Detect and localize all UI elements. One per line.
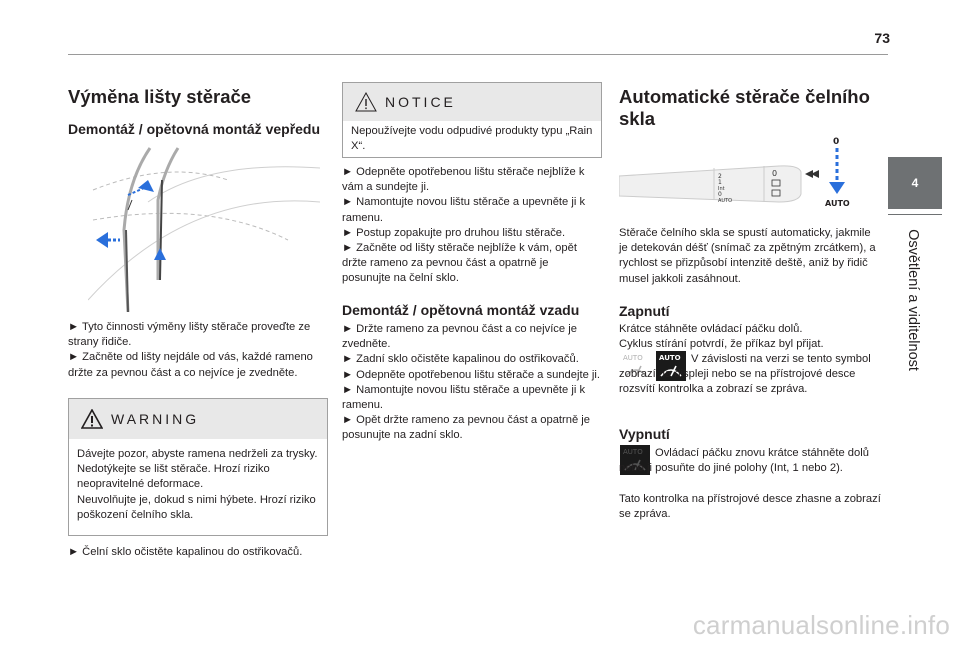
stalk-label-auto: AUTO (718, 198, 733, 204)
header-rule (68, 54, 888, 55)
warning-header (69, 399, 327, 439)
auto-intro: Stěrače čelního skla se spustí automaticky, jakmile je detekován déšť (snímač za zpětným zrcátkem), a rychlost se přizpůsobí intenzitě deště, aniž by řidič musel jakkoli zasáhnout. (619, 227, 876, 285)
front-step-5: ► Postup zopakujte pro druhou lištu stěrače. (342, 226, 566, 239)
diagram-label-auto: AUTO (825, 199, 850, 208)
wiper-stalk-diagram (619, 132, 859, 212)
warning-box (68, 398, 328, 536)
rear-step-1: ► Držte rameno za pevnou část a co nejvíce je zvedněte. (342, 323, 577, 351)
warning-line-3: Neuvolňujte je, dokud s nimi hýbete. Hrozí riziko poškození čelního skla. (77, 493, 316, 521)
notice-label: NOTICE (385, 94, 456, 110)
chapter-rule (888, 214, 942, 215)
rear-step-5: ► Opět držte rameno za pevnou část a opatrně je posunujte na zadní sklo. (342, 414, 591, 442)
auto-filled-text: AUTO (659, 354, 681, 362)
ring-label-0: 0 (772, 169, 778, 178)
section-title-line2: skla (619, 108, 656, 130)
subtitle-on: Zapnutí (619, 303, 670, 319)
rear-step-2: ► Zadní sklo očistěte kapalinou do ostřikovačů. (342, 353, 579, 366)
warning-line-1: Dávejte pozor, abyste ramena nedrželi za trysky. (77, 448, 318, 460)
front-steps (68, 320, 326, 381)
auto-off-text: AUTO (623, 448, 643, 456)
section-title-wiper-blade: Výměna lišty stěrače (68, 86, 252, 107)
front-step-3: ► Odepněte opotřebenou lištu stěrače nejblíže k vám a sundejte ji. (342, 166, 585, 194)
on-text-2: Cyklus stírání potvrdí, že příkaz byl přijat. (619, 338, 824, 350)
stalk-label-1: 1 (718, 179, 722, 186)
front-step-2: ► Začněte od lišty nejdále od vás, každé rameno držte za pevnou část a co nejvíce je zvedněte. (68, 351, 313, 379)
front-final-step: ► Čelní sklo očistěte kapalinou do ostřikovačů. (68, 546, 303, 558)
auto-outline-text: AUTO (623, 354, 643, 362)
warning-line-2: Nedotýkejte se lišt stěrače. Hrozí riziko neopravitelné deformace. (77, 463, 270, 491)
notice-text: Nepoužívejte vodu odpudivé produkty typu „Rain X“. (351, 125, 593, 153)
warning-label: WARNING (111, 411, 200, 427)
chapter-title (886, 222, 926, 392)
rear-step-4: ► Namontujte novou lištu stěrače a upevněte ji k ramenu. (342, 383, 586, 412)
warning-body (69, 439, 327, 531)
front-steps-continued (342, 165, 600, 287)
off-text-2: Tato kontrolka na přístrojové desce zhasne a zobrazí se zpráva. (619, 493, 881, 521)
section-title-auto-wipers (619, 86, 879, 130)
chapter-title-text: Osvětlení a viditelnost (905, 229, 921, 371)
diagram-label-0: 0 (833, 137, 840, 147)
warning-triangle-icon (81, 409, 103, 429)
on-text-3: V závislosti na verzi se tento symbol zobrazí na displeji nebo se na přístrojové desce rozsvítí kontrolka a zobrazí se zpráva. (619, 353, 871, 396)
subtitle-rear: Demontáž / opětovná montáž vzadu (342, 302, 580, 318)
on-text-1: Krátce stáhněte ovládací páčku dolů. (619, 323, 803, 335)
down-arrow-icon (829, 182, 845, 194)
section-title-line1: Automatické stěrače čelního (619, 86, 870, 107)
off-text-1: Ovládací páčku znovu krátce stáhněte dolů nebo ji posuňte do jiné polohy (Int, 1 nebo 2). (619, 447, 869, 475)
front-step-1: ► Tyto činnosti výměny lišty stěrače proveďte ze strany řidiče. (68, 321, 311, 349)
notice-header (343, 83, 601, 121)
stalk-label-2: 2 (718, 173, 722, 180)
rear-step-3: ► Odepněte opotřebenou lištu stěrače a sundejte ji. (342, 368, 600, 381)
subtitle-off: Vypnutí (619, 426, 670, 442)
notice-box (342, 82, 602, 158)
watermark: carmanualsonline.info (692, 610, 950, 640)
subtitle-front: Demontáž / opětovná montáž vepředu (68, 121, 321, 137)
stalk-label-0: 0 (718, 191, 722, 198)
page-number: 73 (874, 30, 890, 46)
rear-steps (342, 322, 600, 444)
stalk-label-int: Int (718, 186, 725, 192)
front-step-4: ► Namontujte novou lištu stěrače a upevněte ji k ramenu. (342, 196, 586, 224)
front-step-6: ► Začněte od lišty stěrače nejblíže k vám, opět držte rameno za pevnou část a opatrně je posunujte na čelní sklo. (342, 242, 577, 285)
chapter-tab[interactable]: 4 (888, 157, 942, 209)
windscreen-wiper-illustration (88, 140, 320, 312)
notice-triangle-icon (355, 92, 377, 112)
